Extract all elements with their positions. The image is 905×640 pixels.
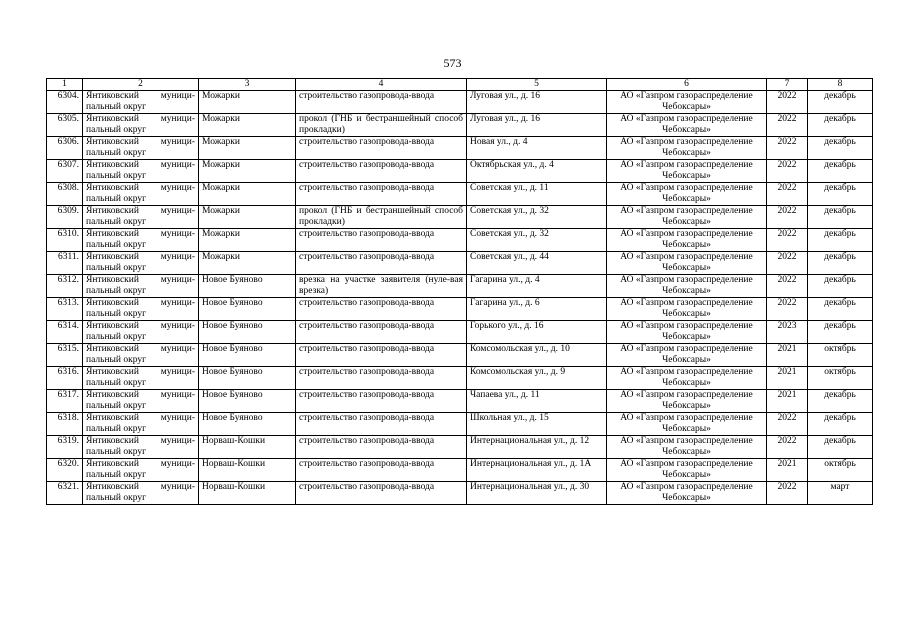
table-row <box>47 413 873 436</box>
settlement-cell: Новое Буяново <box>199 413 296 436</box>
work-type-cell: строительство газопровода-ввода <box>296 459 467 482</box>
district-cell: Янтиковский муници-пальный округ <box>83 252 199 275</box>
year-cell: 2022 <box>767 229 808 252</box>
table-row <box>47 275 873 298</box>
column-header-2: 2 <box>83 79 199 91</box>
organization-cell: АО «Газпром газораспределение Чебоксары» <box>607 413 767 436</box>
district-cell: Янтиковский муници-пальный округ <box>83 482 199 505</box>
table-header-row <box>47 79 873 91</box>
settlement-cell: Новое Буяново <box>199 367 296 390</box>
organization-cell: АО «Газпром газораспределение Чебоксары» <box>607 436 767 459</box>
settlement-cell: Новое Буяново <box>199 390 296 413</box>
district-cell: Янтиковский муници-пальный округ <box>83 114 199 137</box>
row-number: 6321. <box>47 482 83 505</box>
year-cell: 2021 <box>767 344 808 367</box>
gas-connection-table <box>46 78 873 505</box>
work-type-cell: строительство газопровода-ввода <box>296 413 467 436</box>
work-type-cell: строительство газопровода-ввода <box>296 298 467 321</box>
address-cell: Советская ул., д. 32 <box>467 206 607 229</box>
district-cell: Янтиковский муници-пальный округ <box>83 413 199 436</box>
organization-cell: АО «Газпром газораспределение Чебоксары» <box>607 459 767 482</box>
organization-cell: АО «Газпром газораспределение Чебоксары» <box>607 390 767 413</box>
address-cell: Чапаева ул., д. 11 <box>467 390 607 413</box>
district-cell: Янтиковский муници-пальный округ <box>83 436 199 459</box>
row-number: 6309. <box>47 206 83 229</box>
district-cell: Янтиковский муници-пальный округ <box>83 137 199 160</box>
work-type-cell: строительство газопровода-ввода <box>296 183 467 206</box>
year-cell: 2022 <box>767 183 808 206</box>
row-number: 6320. <box>47 459 83 482</box>
year-cell: 2022 <box>767 413 808 436</box>
column-header-3: 3 <box>199 79 296 91</box>
work-type-cell: прокол (ГНБ и бестраншейный способ прокладки) <box>296 114 467 137</box>
work-type-cell: строительство газопровода-ввода <box>296 344 467 367</box>
table-row <box>47 229 873 252</box>
year-cell: 2022 <box>767 137 808 160</box>
table-row <box>47 390 873 413</box>
work-type-cell: строительство газопровода-ввода <box>296 390 467 413</box>
year-cell: 2023 <box>767 321 808 344</box>
row-number: 6312. <box>47 275 83 298</box>
year-cell: 2022 <box>767 275 808 298</box>
organization-cell: АО «Газпром газораспределение Чебоксары» <box>607 114 767 137</box>
table-row <box>47 321 873 344</box>
month-cell: декабрь <box>808 436 873 459</box>
year-cell: 2022 <box>767 252 808 275</box>
organization-cell: АО «Газпром газораспределение Чебоксары» <box>607 344 767 367</box>
column-header-1: 1 <box>47 79 83 91</box>
settlement-cell: Новое Буяново <box>199 344 296 367</box>
address-cell: Комсомольская ул., д. 9 <box>467 367 607 390</box>
month-cell: октябрь <box>808 344 873 367</box>
district-cell: Янтиковский муници-пальный округ <box>83 321 199 344</box>
year-cell: 2022 <box>767 206 808 229</box>
row-number: 6305. <box>47 114 83 137</box>
table-row <box>47 252 873 275</box>
work-type-cell: строительство газопровода-ввода <box>296 252 467 275</box>
table-row <box>47 183 873 206</box>
work-type-cell: строительство газопровода-ввода <box>296 436 467 459</box>
year-cell: 2022 <box>767 160 808 183</box>
month-cell: декабрь <box>808 160 873 183</box>
address-cell: Интернациональная ул., д. 30 <box>467 482 607 505</box>
district-cell: Янтиковский муници-пальный округ <box>83 344 199 367</box>
work-type-cell: строительство газопровода-ввода <box>296 137 467 160</box>
table-row <box>47 91 873 114</box>
row-number: 6316. <box>47 367 83 390</box>
column-header-6: 6 <box>607 79 767 91</box>
settlement-cell: Норваш-Кошки <box>199 436 296 459</box>
row-number: 6318. <box>47 413 83 436</box>
settlement-cell: Можарки <box>199 137 296 160</box>
month-cell: декабрь <box>808 298 873 321</box>
row-number: 6310. <box>47 229 83 252</box>
row-number: 6317. <box>47 390 83 413</box>
organization-cell: АО «Газпром газораспределение Чебоксары» <box>607 183 767 206</box>
table-row <box>47 367 873 390</box>
column-header-4: 4 <box>296 79 467 91</box>
address-cell: Советская ул., д. 11 <box>467 183 607 206</box>
table-row <box>47 206 873 229</box>
month-cell: декабрь <box>808 229 873 252</box>
address-cell: Новая ул., д. 4 <box>467 137 607 160</box>
organization-cell: АО «Газпром газораспределение Чебоксары» <box>607 321 767 344</box>
settlement-cell: Можарки <box>199 114 296 137</box>
settlement-cell: Можарки <box>199 206 296 229</box>
organization-cell: АО «Газпром газораспределение Чебоксары» <box>607 206 767 229</box>
address-cell: Луговая ул., д. 16 <box>467 91 607 114</box>
work-type-cell: строительство газопровода-ввода <box>296 91 467 114</box>
address-cell: Луговая ул., д. 16 <box>467 114 607 137</box>
address-cell: Комсомольская ул., д. 10 <box>467 344 607 367</box>
month-cell: декабрь <box>808 91 873 114</box>
month-cell: декабрь <box>808 137 873 160</box>
table-row <box>47 160 873 183</box>
organization-cell: АО «Газпром газораспределение Чебоксары» <box>607 91 767 114</box>
month-cell: декабрь <box>808 321 873 344</box>
row-number: 6311. <box>47 252 83 275</box>
month-cell: октябрь <box>808 459 873 482</box>
district-cell: Янтиковский муници-пальный округ <box>83 275 199 298</box>
settlement-cell: Норваш-Кошки <box>199 459 296 482</box>
settlement-cell: Можарки <box>199 91 296 114</box>
year-cell: 2022 <box>767 114 808 137</box>
address-cell: Горького ул., д. 16 <box>467 321 607 344</box>
row-number: 6313. <box>47 298 83 321</box>
year-cell: 2022 <box>767 482 808 505</box>
table-row <box>47 436 873 459</box>
settlement-cell: Новое Буяново <box>199 321 296 344</box>
table-row <box>47 298 873 321</box>
district-cell: Янтиковский муници-пальный округ <box>83 183 199 206</box>
district-cell: Янтиковский муници-пальный округ <box>83 298 199 321</box>
address-cell: Гагарина ул., д. 4 <box>467 275 607 298</box>
work-type-cell: строительство газопровода-ввода <box>296 160 467 183</box>
district-cell: Янтиковский муници-пальный округ <box>83 206 199 229</box>
work-type-cell: прокол (ГНБ и бестраншейный способ прокладки) <box>296 206 467 229</box>
row-number: 6308. <box>47 183 83 206</box>
work-type-cell: строительство газопровода-ввода <box>296 482 467 505</box>
work-type-cell: строительство газопровода-ввода <box>296 321 467 344</box>
table-row <box>47 482 873 505</box>
district-cell: Янтиковский муници-пальный округ <box>83 160 199 183</box>
settlement-cell: Новое Буяново <box>199 275 296 298</box>
month-cell: декабрь <box>808 206 873 229</box>
organization-cell: АО «Газпром газораспределение Чебоксары» <box>607 160 767 183</box>
address-cell: Октябрьская ул., д. 4 <box>467 160 607 183</box>
organization-cell: АО «Газпром газораспределение Чебоксары» <box>607 275 767 298</box>
settlement-cell: Новое Буяново <box>199 298 296 321</box>
settlement-cell: Можарки <box>199 160 296 183</box>
month-cell: декабрь <box>808 413 873 436</box>
column-header-5: 5 <box>467 79 607 91</box>
work-type-cell: строительство газопровода-ввода <box>296 367 467 390</box>
district-cell: Янтиковский муници-пальный округ <box>83 91 199 114</box>
column-header-8: 8 <box>808 79 873 91</box>
row-number: 6315. <box>47 344 83 367</box>
row-number: 6314. <box>47 321 83 344</box>
settlement-cell: Можарки <box>199 183 296 206</box>
month-cell: декабрь <box>808 275 873 298</box>
address-cell: Гагарина ул., д. 6 <box>467 298 607 321</box>
organization-cell: АО «Газпром газораспределение Чебоксары» <box>607 137 767 160</box>
organization-cell: АО «Газпром газораспределение Чебоксары» <box>607 298 767 321</box>
work-type-cell: врезка на участке заявителя (нуле-вая врезка) <box>296 275 467 298</box>
month-cell: октябрь <box>808 367 873 390</box>
column-header-7: 7 <box>767 79 808 91</box>
year-cell: 2021 <box>767 459 808 482</box>
address-cell: Школьная ул., д. 15 <box>467 413 607 436</box>
organization-cell: АО «Газпром газораспределение Чебоксары» <box>607 482 767 505</box>
district-cell: Янтиковский муници-пальный округ <box>83 390 199 413</box>
row-number: 6307. <box>47 160 83 183</box>
year-cell: 2022 <box>767 91 808 114</box>
table-row <box>47 137 873 160</box>
table-row <box>47 114 873 137</box>
row-number: 6306. <box>47 137 83 160</box>
year-cell: 2022 <box>767 436 808 459</box>
row-number: 6304. <box>47 91 83 114</box>
address-cell: Советская ул., д. 44 <box>467 252 607 275</box>
organization-cell: АО «Газпром газораспределение Чебоксары» <box>607 367 767 390</box>
address-cell: Интернациональная ул., д. 12 <box>467 436 607 459</box>
year-cell: 2021 <box>767 367 808 390</box>
organization-cell: АО «Газпром газораспределение Чебоксары» <box>607 229 767 252</box>
work-type-cell: строительство газопровода-ввода <box>296 229 467 252</box>
district-cell: Янтиковский муници-пальный округ <box>83 459 199 482</box>
table-row <box>47 459 873 482</box>
table-row <box>47 344 873 367</box>
table-body <box>47 91 873 505</box>
settlement-cell: Можарки <box>199 229 296 252</box>
month-cell: март <box>808 482 873 505</box>
address-cell: Советская ул., д. 32 <box>467 229 607 252</box>
district-cell: Янтиковский муници-пальный округ <box>83 229 199 252</box>
district-cell: Янтиковский муници-пальный округ <box>83 367 199 390</box>
settlement-cell: Можарки <box>199 252 296 275</box>
row-number: 6319. <box>47 436 83 459</box>
month-cell: декабрь <box>808 114 873 137</box>
year-cell: 2021 <box>767 390 808 413</box>
month-cell: декабрь <box>808 183 873 206</box>
year-cell: 2022 <box>767 298 808 321</box>
page-number: 573 <box>443 56 462 70</box>
month-cell: декабрь <box>808 252 873 275</box>
month-cell: декабрь <box>808 390 873 413</box>
settlement-cell: Норваш-Кошки <box>199 482 296 505</box>
organization-cell: АО «Газпром газораспределение Чебоксары» <box>607 252 767 275</box>
address-cell: Интернациональная ул., д. 1А <box>467 459 607 482</box>
